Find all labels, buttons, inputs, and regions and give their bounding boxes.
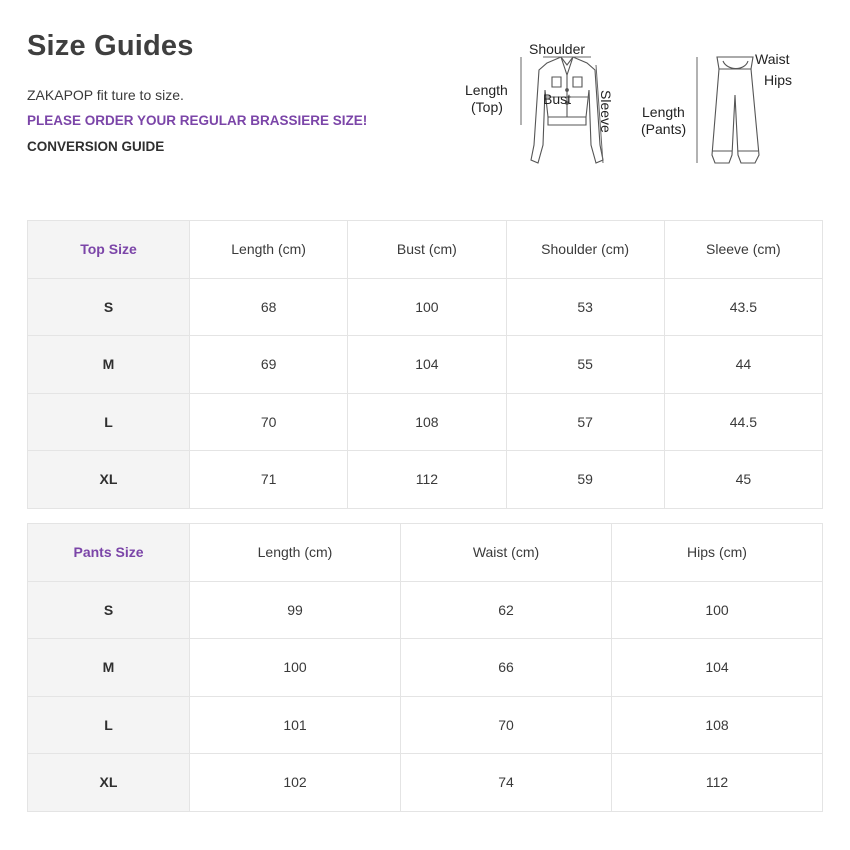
length-pants-label-line2: (Pants)	[641, 121, 687, 137]
column-header: Shoulder (cm)	[506, 221, 664, 279]
top-size-table	[27, 220, 823, 509]
table-cell: 70	[190, 393, 348, 451]
table-cell: 53	[506, 278, 664, 336]
table-cell: 55	[506, 336, 664, 394]
size-label: L	[28, 696, 190, 754]
table-cell: 69	[190, 336, 348, 394]
table-cell: 57	[506, 393, 664, 451]
table-cell: 62	[401, 581, 612, 639]
pants-size-header: Pants Size	[28, 524, 190, 582]
column-header: Bust (cm)	[348, 221, 506, 279]
table-row	[28, 754, 823, 812]
size-label: S	[28, 278, 190, 336]
hips-label: Hips	[764, 72, 793, 88]
table-cell: 100	[612, 581, 823, 639]
table-cell: 66	[401, 639, 612, 697]
table-cell: 43.5	[664, 278, 822, 336]
table-cell: 59	[506, 451, 664, 509]
cropped-shirt-icon	[531, 57, 603, 163]
pants-size-table	[27, 523, 823, 812]
table-cell: 100	[190, 639, 401, 697]
measurement-diagram	[455, 35, 815, 180]
table-cell: 45	[664, 451, 822, 509]
table-row	[28, 696, 823, 754]
table-cell: 112	[612, 754, 823, 812]
table-cell: 68	[190, 278, 348, 336]
table-row	[28, 393, 823, 451]
table-cell: 108	[348, 393, 506, 451]
table-cell: 104	[348, 336, 506, 394]
page-title: Size Guides	[27, 30, 194, 62]
size-label: XL	[28, 451, 190, 509]
table-cell: 108	[612, 696, 823, 754]
size-label: M	[28, 639, 190, 697]
table-cell: 70	[401, 696, 612, 754]
column-header: Waist (cm)	[401, 524, 612, 582]
table-header-row	[28, 221, 823, 279]
table-cell: 74	[401, 754, 612, 812]
top-size-header: Top Size	[28, 221, 190, 279]
size-label: S	[28, 581, 190, 639]
pants-icon	[712, 57, 759, 163]
table-cell: 44.5	[664, 393, 822, 451]
length-top-label-line1: Length	[465, 82, 508, 98]
bust-label: Bust	[543, 91, 572, 107]
column-header: Sleeve (cm)	[664, 221, 822, 279]
table-cell: 112	[348, 451, 506, 509]
table-row	[28, 278, 823, 336]
shoulder-label: Shoulder	[529, 41, 586, 57]
size-label: L	[28, 393, 190, 451]
table-row	[28, 451, 823, 509]
measurement-diagram-svg	[455, 35, 815, 180]
table-cell: 44	[664, 336, 822, 394]
table-cell: 104	[612, 639, 823, 697]
column-header: Length (cm)	[190, 221, 348, 279]
table-row	[28, 581, 823, 639]
table-row	[28, 336, 823, 394]
size-label: M	[28, 336, 190, 394]
length-pants-label-line1: Length	[642, 104, 685, 120]
order-note: PLEASE ORDER YOUR REGULAR BRASSIERE SIZE!	[27, 113, 368, 128]
column-header: Length (cm)	[190, 524, 401, 582]
fit-note: ZAKAPOP fit ture to size.	[27, 87, 184, 103]
table-row	[28, 639, 823, 697]
sleeve-label: Sleeve	[598, 90, 614, 133]
table-cell: 101	[190, 696, 401, 754]
table-header-row	[28, 524, 823, 582]
length-top-label-line2: (Top)	[471, 99, 503, 115]
table-cell: 102	[190, 754, 401, 812]
table-cell: 100	[348, 278, 506, 336]
size-label: XL	[28, 754, 190, 812]
column-header: Hips (cm)	[612, 524, 823, 582]
conversion-guide-label: CONVERSION GUIDE	[27, 139, 165, 154]
waist-label: Waist	[755, 51, 790, 67]
table-cell: 99	[190, 581, 401, 639]
table-cell: 71	[190, 451, 348, 509]
